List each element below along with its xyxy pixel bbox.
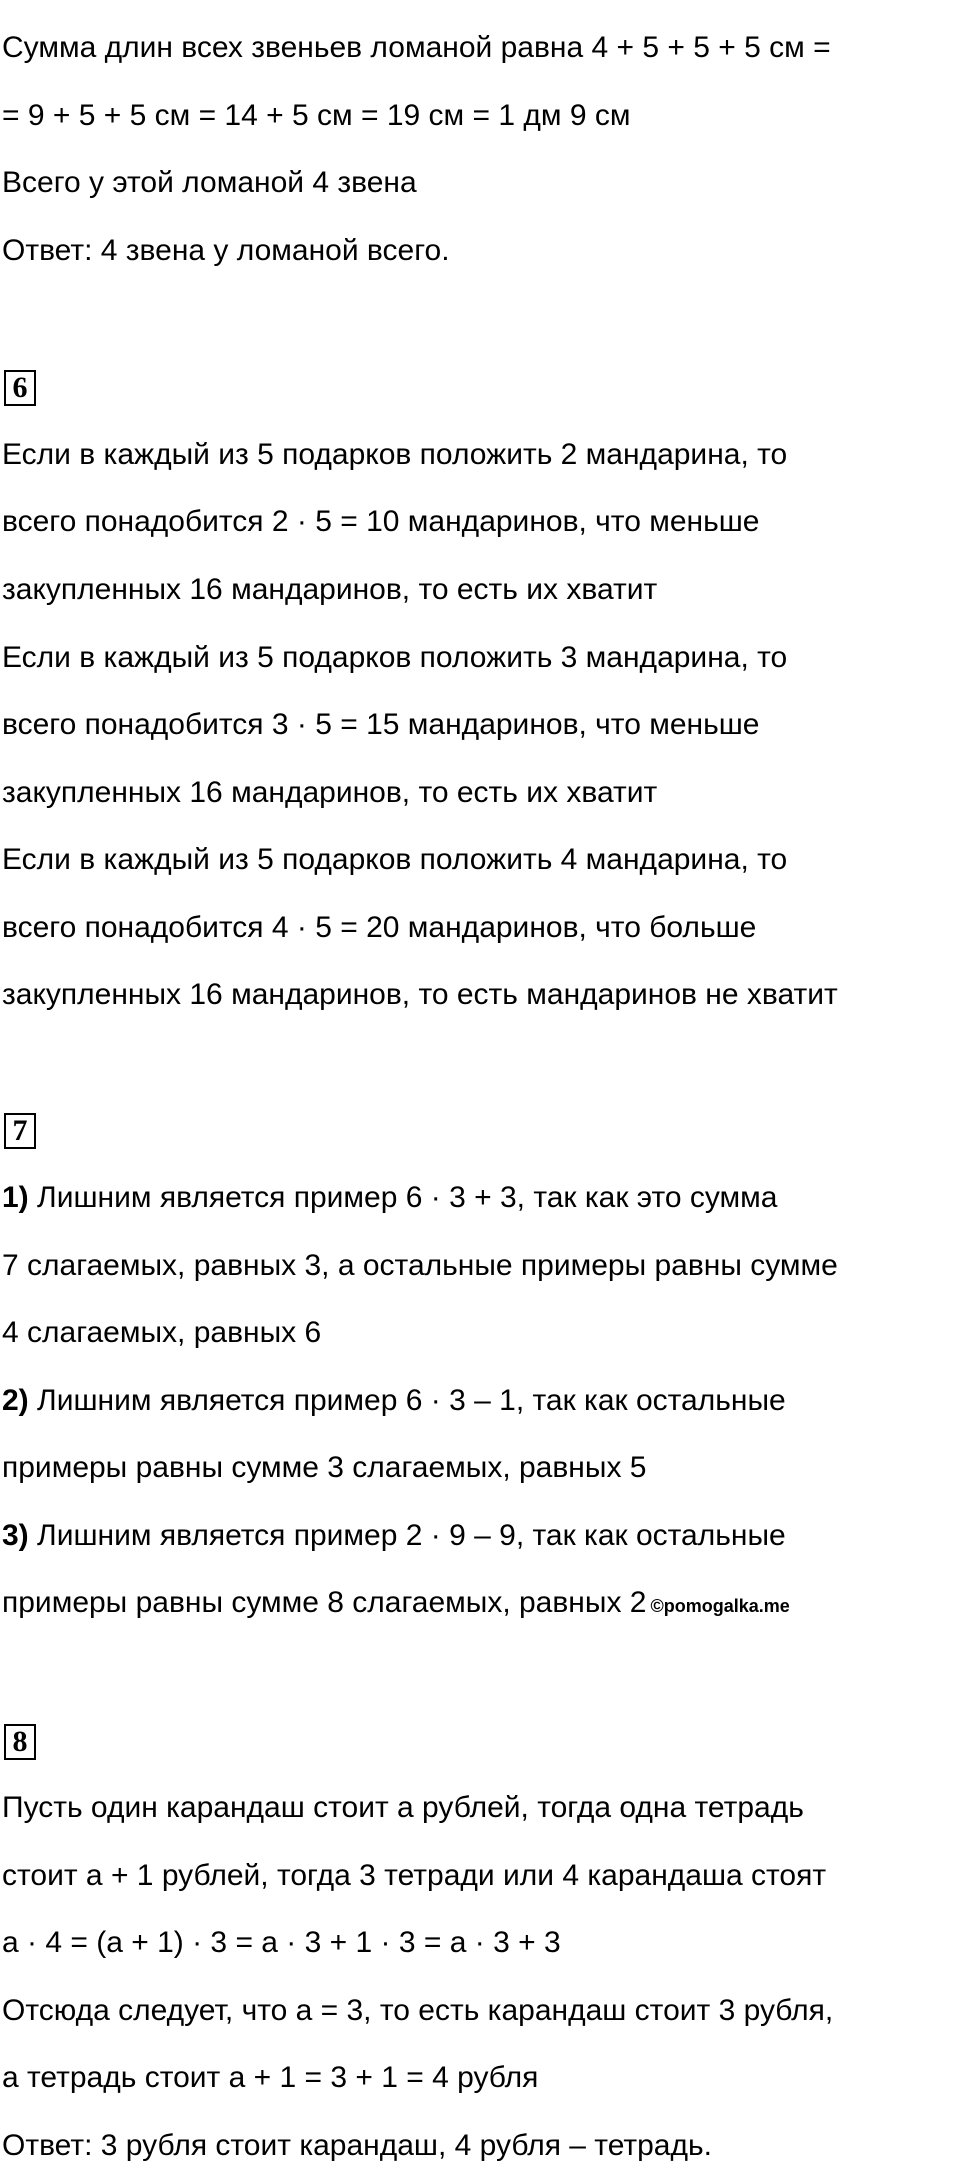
text-line: = 9 + 5 + 5 см = 14 + 5 см = 19 см = 1 дм 9 см <box>2 99 631 132</box>
answer-line: Ответ: 3 рубля стоит карандаш, 4 рубля – тетрадь. <box>2 2129 712 2162</box>
watermark: ©pomogalka.me <box>650 1596 790 1616</box>
task-number-6: 6 <box>4 370 36 406</box>
text-line: Пусть один карандаш стоит а рублей, тогда одна тетрадь <box>2 1791 804 1824</box>
text-line: 7 слагаемых, равных 3, а остальные примеры равны сумме <box>2 1249 838 1282</box>
task-number-8: 8 <box>4 1724 36 1760</box>
item-label: 3) <box>2 1519 29 1552</box>
item-text: примеры равны сумме 8 слагаемых, равных 2 <box>2 1586 647 1619</box>
text-line: Всего у этой ломаной 4 звена <box>2 166 417 199</box>
text-line: всего понадобится 3 · 5 = 15 мандаринов, что меньше <box>2 708 760 741</box>
text-line: всего понадобится 2 · 5 = 10 мандаринов, что меньше <box>2 505 760 538</box>
text-line: Если в каждый из 5 подарков положить 4 мандарина, то <box>2 843 788 876</box>
text-line: Отсюда следует, что а = 3, то есть карандаш стоит 3 рубля, <box>2 1994 834 2027</box>
text-line: 4 слагаемых, равных 6 <box>2 1316 322 1349</box>
text-line: примеры равны сумме 3 слагаемых, равных 5 <box>2 1451 647 1484</box>
text-line <box>2 1585 790 1624</box>
text-line: закупленных 16 мандаринов, то есть их хватит <box>2 776 658 809</box>
text-line: Если в каждый из 5 подарков положить 3 мандарина, то <box>2 641 788 674</box>
text-line: стоит а + 1 рублей, тогда 3 тетради или 4 карандаша стоят <box>2 1859 827 1892</box>
formula-line: а · 4 = (а + 1) · 3 = а · 3 + 1 · 3 = а · 3 + 3 <box>2 1926 561 1959</box>
item-label: 2) <box>2 1384 29 1417</box>
text-line: Сумма длин всех звеньев ломаной равна 4 + 5 + 5 + 5 см = <box>2 31 831 64</box>
text-line: закупленных 16 мандаринов, то есть мандаринов не хватит <box>2 978 838 1011</box>
text-line <box>2 1518 786 1554</box>
item-text: Лишним является пример 2 · 9 – 9, так как остальные <box>28 1519 786 1552</box>
text-line: Если в каждый из 5 подарков положить 2 мандарина, то <box>2 438 788 471</box>
task-number-7: 7 <box>4 1113 36 1149</box>
item-text: Лишним является пример 6 · 3 – 1, так как остальные <box>28 1384 786 1417</box>
text-line: а тетрадь стоит а + 1 = 3 + 1 = 4 рубля <box>2 2061 539 2094</box>
text-line <box>2 1180 777 1216</box>
text-line <box>2 1383 786 1419</box>
text-line: всего понадобится 4 · 5 = 20 мандаринов, что больше <box>2 911 757 944</box>
text-line: закупленных 16 мандаринов, то есть их хватит <box>2 573 658 606</box>
answer-line: Ответ: 4 звена у ломаной всего. <box>2 234 450 267</box>
item-text: Лишним является пример 6 · 3 + 3, так как это сумма <box>28 1181 778 1214</box>
item-label: 1) <box>2 1181 29 1214</box>
